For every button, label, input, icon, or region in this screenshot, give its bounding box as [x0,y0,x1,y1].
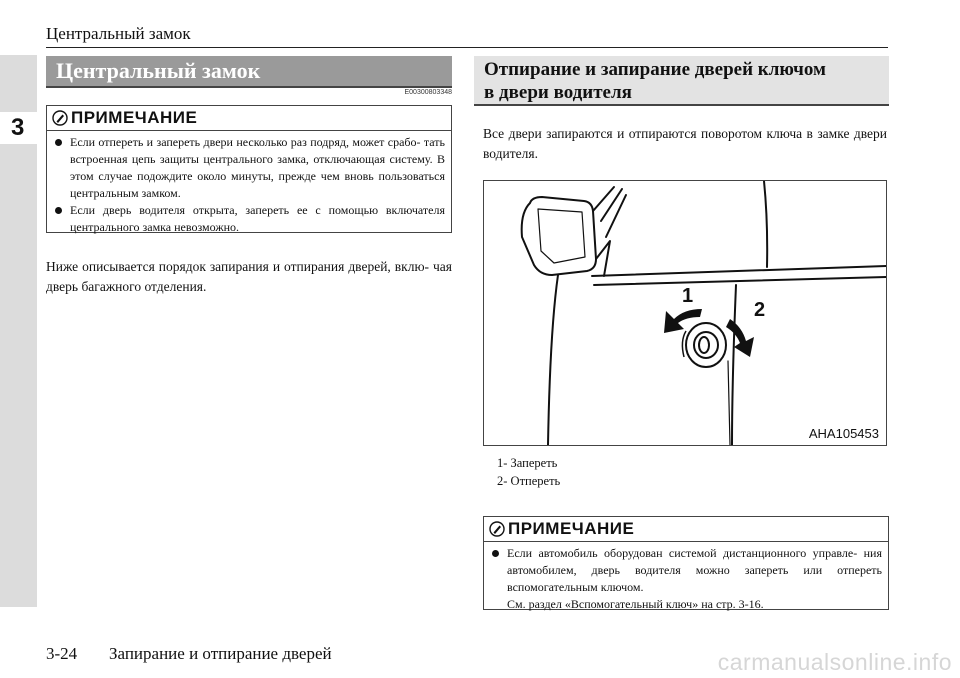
note-title: ПРИМЕЧАНИЕ [71,108,198,127]
subsection-title-line1: Отпирание и запирание дверей ключом [484,59,826,80]
door-lock-figure [483,180,887,446]
note-body [484,542,888,617]
figure-code: AHA105453 [808,426,879,441]
legend-item-unlock: 2- Отпереть [497,474,561,488]
figure-label-1: 1 [682,285,694,307]
section-code: E00300803348 [404,89,452,96]
chapter-number-tab: 3 [0,112,37,144]
pencil-icon [489,521,505,537]
note-body [47,131,451,240]
running-title: Центральный замок [46,24,191,43]
watermark-text: carmanualsonline.info [717,649,952,675]
legend-item-lock: 1- Запереть [497,456,558,470]
note-box-left [46,105,452,233]
pencil-icon [52,110,68,126]
note-item-text: Если отпереть и запереть двери несколько раз подряд, может срабо- тать встроенная цепь защиты центрального замка, отключающая систему. В этом случае подождите около минуты, прежде чем вновь пользоваться центральным замком. [70,135,445,200]
lock-cylinder-icon [682,323,726,367]
note-item [55,134,445,202]
intro-paragraph: Ниже описывается порядок запирания и отпирания дверей, вклю- чая дверь багажного отделения. [46,259,452,294]
figure-label-2: 2 [754,299,766,321]
bullet-icon [492,550,499,557]
section-title-bar: Центральный замок [46,56,452,88]
note-box-right [483,516,889,610]
figure-legend [497,454,560,490]
note-reference: См. раздел «Вспомогательный ключ» на стр. 3-16. [507,597,764,611]
note-item [55,202,445,236]
note-item [492,545,882,596]
header-rule [46,47,888,48]
note-title: ПРИМЕЧАНИЕ [508,519,635,538]
key-paragraph: Все двери запираются и отпираются поворотом ключа в замке двери водителя. [483,126,887,161]
footer-section-title: Запирание и отпирание дверей [109,644,332,663]
bullet-icon [55,207,62,214]
note-header [484,517,888,542]
door-lock-illustration [484,181,886,445]
unlock-arrow-icon [726,319,754,357]
note-item-text: Если автомобиль оборудован системой дистанционного управле- ния автомобилем, дверь водителя можно запереть или отпереть вспомогательным ключом. [507,546,882,594]
note-header [47,106,451,131]
bullet-icon [55,139,62,146]
subsection-title [474,56,889,106]
footer-page-number: 3-24 [46,644,78,663]
note-item-text: Если дверь водителя открыта, запереть ее с помощью включателя центрального замка невозможно. [70,203,445,234]
subsection-title-line2: в двери водителя [484,82,632,103]
